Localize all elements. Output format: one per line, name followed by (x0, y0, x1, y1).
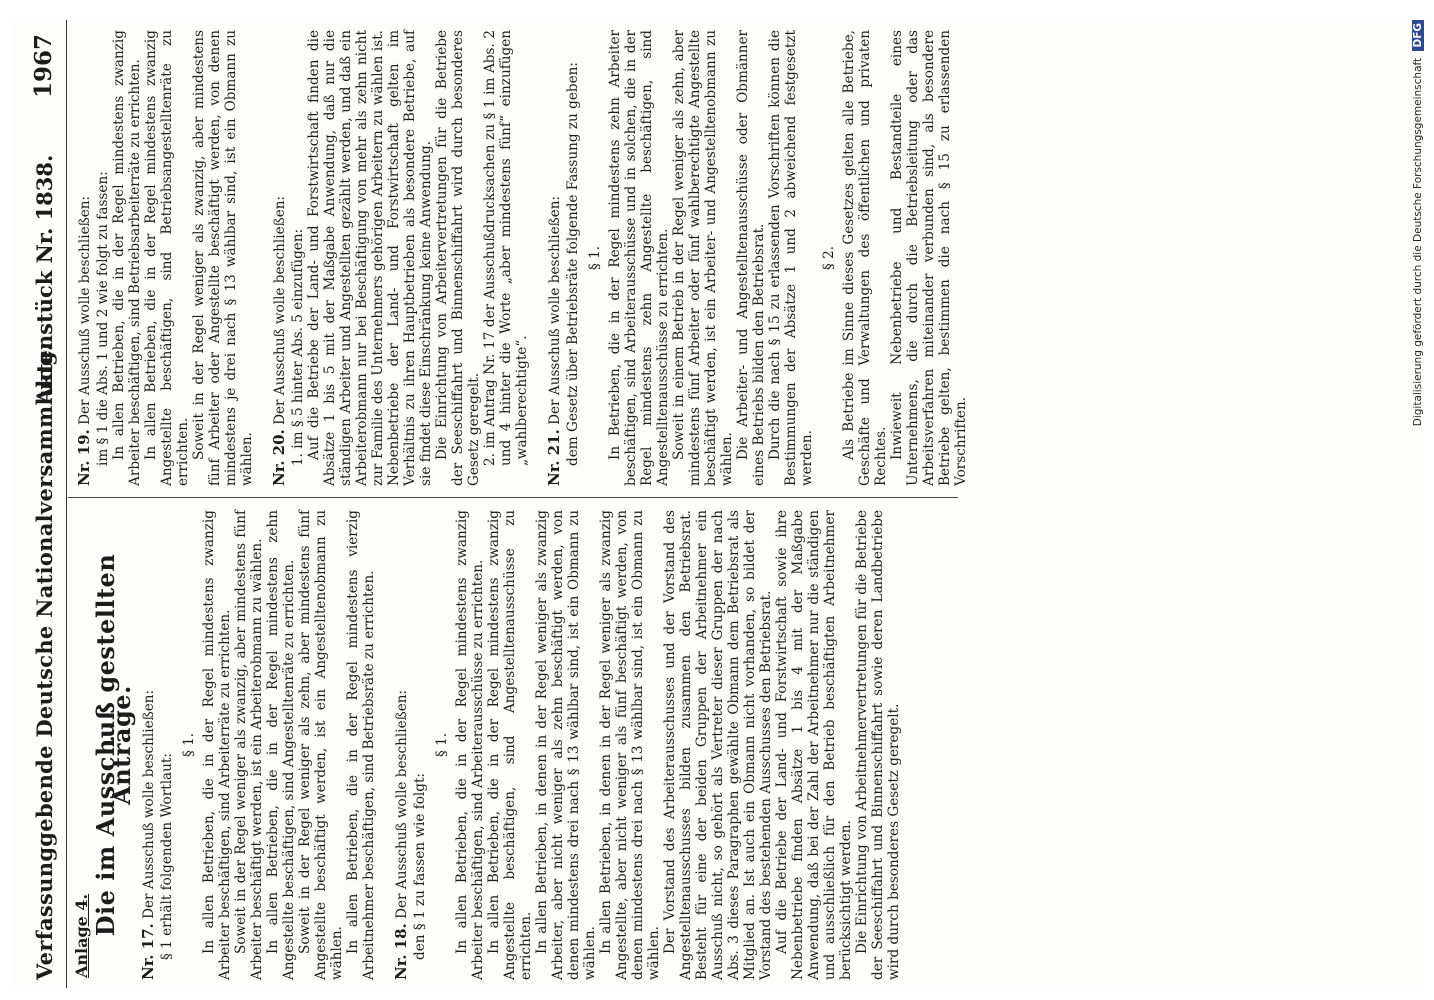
motion-18-text-3: In allen Betrieben, in denen in der Regel weniger als zwanzig Arbeiter, aber nicht weniger als zehn beschäftigt werden, von denen mindestens drei nach § 13 wählbar sind, ist ein Obmann zu wählen. (534, 510, 598, 980)
motion-21-line: dem Gesetz über Betriebsräte folgende Fassung zu geben: (565, 62, 581, 466)
motion-18-text-1: In allen Betrieben, die in der Regel mindestens zwanzig Arbeiter beschäftigen, sind Arbeiterausschüsse zu errichten. (454, 510, 486, 980)
motion-19-text-1: In allen Betrieben, die in der Regel mindestens zwanzig Arbeiter beschäftigen, sind Betriebsarbeiterräte zu errichten. (111, 30, 143, 486)
motion-20-item-1: 1. im § 5 hinter Abs. 5 einzufügen: (290, 228, 306, 466)
rotated-document-page (12, 20, 1424, 988)
motion-19-heading (76, 30, 93, 486)
motion-17-heading (140, 510, 157, 980)
right-column (72, 30, 969, 486)
motion-20-text-2: Die Einrichtung von Arbeitervertretungen für die Betriebe der Seeschiffahrt und Binnenschiffahrt wird durch besonderes Gesetz geregelt. (434, 30, 482, 486)
motion-17-paragraph-sign: § 1. (181, 732, 197, 758)
motion-18-heading (393, 510, 410, 980)
motion-20-text-1: Auf die Betriebe der Land- und Forstwirtschaft finden die Absätze 1 bis 5 mit der Maßgabe Anwendung, daß nur die ständigen Arbeiter und Angestellten gezählt werden, und daß ein Arbeiterobmann nur bei Beschäftigung von mehr als zehn nicht zur Familie des Unternehmers gehörigen Arbeitern zu wählen ist. Nebenbetriebe der Land- und Forstwirtschaft gelten im Verhältnis zu ihren Hauptbetrieben als besondere Betriebe, auf sie findet diese Einschränkung keine Anwendung. (306, 30, 434, 486)
motion-17-text-5: In allen Betrieben, die in der Regel mindestens vierzig Arbeitnehmer beschäftigen, sind Betriebsräte zu errichten. (345, 510, 377, 980)
motion-21-text-6: Inwieweit Nebenbetriebe und Bestandteile eines Unternehmens, die durch die Betriebsleitung oder das Arbeitsverfahren miteinander verbunden sind, als besondere Betriebe gelten, bestimmen die nach § 15 zu erlassenden Vorschriften. (889, 30, 969, 486)
motion-21-intro: Der Ausschuß wolle beschließen: (547, 195, 563, 425)
motion-20-heading (271, 30, 288, 486)
motion-17-text-3: In allen Betrieben, die in der Regel mindestens zehn Angestellte beschäftigen, sind Angestelltenräte zu errichten. (265, 510, 297, 980)
appendix-label: Anlage 4. (72, 893, 91, 978)
motion-18-label: Nr. 18. (392, 923, 410, 980)
digitization-note (1404, 8, 1432, 992)
motion-17-text-1: In allen Betrieben, die in der Regel mindestens zwanzig Arbeiter beschäftigen, sind Arbeiterräte zu errichten. (201, 510, 233, 980)
digitization-credit: Digitalisierung gefördert durch die Deutsche Forschungsgemeinschaft (1412, 57, 1424, 427)
motion-19-label: Nr. 19. (75, 429, 93, 486)
motion-18-line: den § 1 zu fassen wie folgt: (412, 772, 428, 960)
motion-17-text-2: Soweit in der Regel weniger als zwanzig, aber mindestens fünf Arbeiter beschäftigt werden, ist ein Arbeiterobmann zu wählen. (233, 510, 265, 980)
motion-18-paragraph-sign: § 1. (434, 732, 450, 758)
motion-17-label: Nr. 17. (139, 923, 157, 980)
motion-17-intro: Der Ausschuß wolle beschließen: (141, 689, 157, 919)
motion-21-text-5: Als Betriebe im Sinne dieses Gesetzes gelten alle Betriebe, Geschäfte und Verwaltungen des öffentlichen und privaten Rechtes. (841, 30, 889, 486)
dfg-logo: DFG (1412, 20, 1424, 51)
page-header (26, 20, 67, 988)
motion-21-paragraph-2: § 2. (821, 245, 837, 271)
motion-21-paragraph-1: § 1. (587, 245, 603, 271)
motion-20-item-2: 2. im Antrag Nr. 17 der Ausschußdrucksachen zu § 1 im Abs. 2 und 4 hinter die Worte „aber mindestens fünf“ einzufügen „wahlberechtigte“. (482, 30, 530, 466)
motion-21-heading (546, 30, 563, 486)
section-title: Die im Ausschuß gestellten Anträge. (91, 553, 136, 937)
header-assembly-title: Verfassunggebende Deutsche Nationalversammlung. (32, 343, 57, 980)
motion-21-text-2: Soweit in einem Betrieb in der Regel weniger als zehn, aber mindestens fünf Arbeiter oder fünf wahlberechtigte Angestellte beschäftigt werden, ist ein Arbeiter- und Angestelltenobmann zu wählen. (671, 30, 735, 486)
header-document-number: Aktenstück Nr. 1838. (32, 154, 57, 404)
motion-18-text-2: In allen Betrieben, die in der Regel mindestens zwanzig Angestellte beschäftigen, sind Angestelltenausschüsse zu errichten. (486, 510, 534, 980)
motion-20-label: Nr. 20. (270, 429, 288, 486)
motion-19-intro: Der Ausschuß wolle beschließen: (77, 195, 93, 425)
left-column (72, 510, 902, 980)
header-page-number: 1967 (30, 34, 57, 99)
motion-17-text-4: Soweit in der Regel weniger als zehn, aber mindestens fünf Angestellte beschäftigt werden, ist ein Angestelltenobmann zu wählen. (297, 510, 345, 980)
motion-21-text-4: Durch die nach § 15 zu erlassenden Vorschriften können die Bestimmungen der Absätze 1 und 2 abweichend festgesetzt werden. (767, 30, 815, 486)
motion-20-intro: Der Ausschuß wolle beschließen: (272, 195, 288, 425)
motion-18-text-6: Auf die Betriebe der Land- und Forstwirtschaft sowie ihre Nebenbetriebe finden Absätze 1 bis 4 mit der Maßgabe Anwendung, daß bei der Zahl der Arbeitnehmer nur die ständigen und ausschließlich für den Betrieb beschäftigten Arbeitnehmer berücksichtigt werden. (774, 510, 854, 980)
motion-18-intro: Der Ausschuß wolle beschließen: (394, 689, 410, 919)
motion-18-text-5: Der Vorstand des Arbeiterausschusses und der Vorstand des Angestelltenausschusses bilden zusammen den Betriebsrat. Besteht für eine der beiden Gruppen der Arbeitnehmer ein Ausschuß nicht, so gehört als Vertreter dieser Gruppen der nach Abs. 3 dieses Paragraphen gewählte Obmann dem Betriebsrat als Mitglied an. Ist auch ein Obmann nicht vorhanden, so bildet der Vorstand des bestehenden Ausschusses den Betriebsrat. (662, 510, 774, 980)
motion-19-text-3: Soweit in der Regel weniger als zwanzig, aber mindestens fünf Arbeiter oder Angestellte beschäftigt werden, von denen mindestens je drei nach § 13 wählbar sind, ist ein Obmann zu wählen. (191, 30, 255, 486)
motion-19-text-2: In allen Betrieben, die in der Regel mindestens zwanzig Angestellte beschäftigen, sind Betriebsangestelltenräte zu errichten. (143, 30, 191, 486)
motion-17-line: § 1 erhält folgenden Wortlaut: (159, 753, 175, 960)
motion-21-text-1: In Betrieben, die in der Regel mindestens zehn Arbeiter beschäftigen, sind Arbeiterausschüsse und in solchen, die in der Regel mindestens zehn Angestellte beschäftigen, sind Angestelltenausschüsse zu errichten. (607, 30, 671, 486)
motion-18-text-4: In allen Betrieben, in denen in der Regel weniger als zwanzig Angestellte, aber nicht weniger als fünf beschäftigt werden, von denen mindestens drei nach § 13 wählbar sind, ist ein Obmann zu wählen. (598, 510, 662, 980)
motion-21-label: Nr. 21. (545, 429, 563, 486)
motion-19-line: im § 1 die Abs. 1 und 2 wie folgt zu fassen: (95, 171, 111, 466)
motion-21-text-3: Die Arbeiter- und Angestelltenausschüsse oder Obmänner eines Betriebs bilden den Betriebsrat. (735, 30, 767, 486)
motion-18-text-7: Die Einrichtung von Arbeitnehmervertretungen für die Betriebe der Seeschiffahrt und Binnenschiffahrt sowie deren Landbetriebe wird durch besonderes Gesetz geregelt. (854, 510, 902, 980)
column-divider (68, 497, 958, 498)
